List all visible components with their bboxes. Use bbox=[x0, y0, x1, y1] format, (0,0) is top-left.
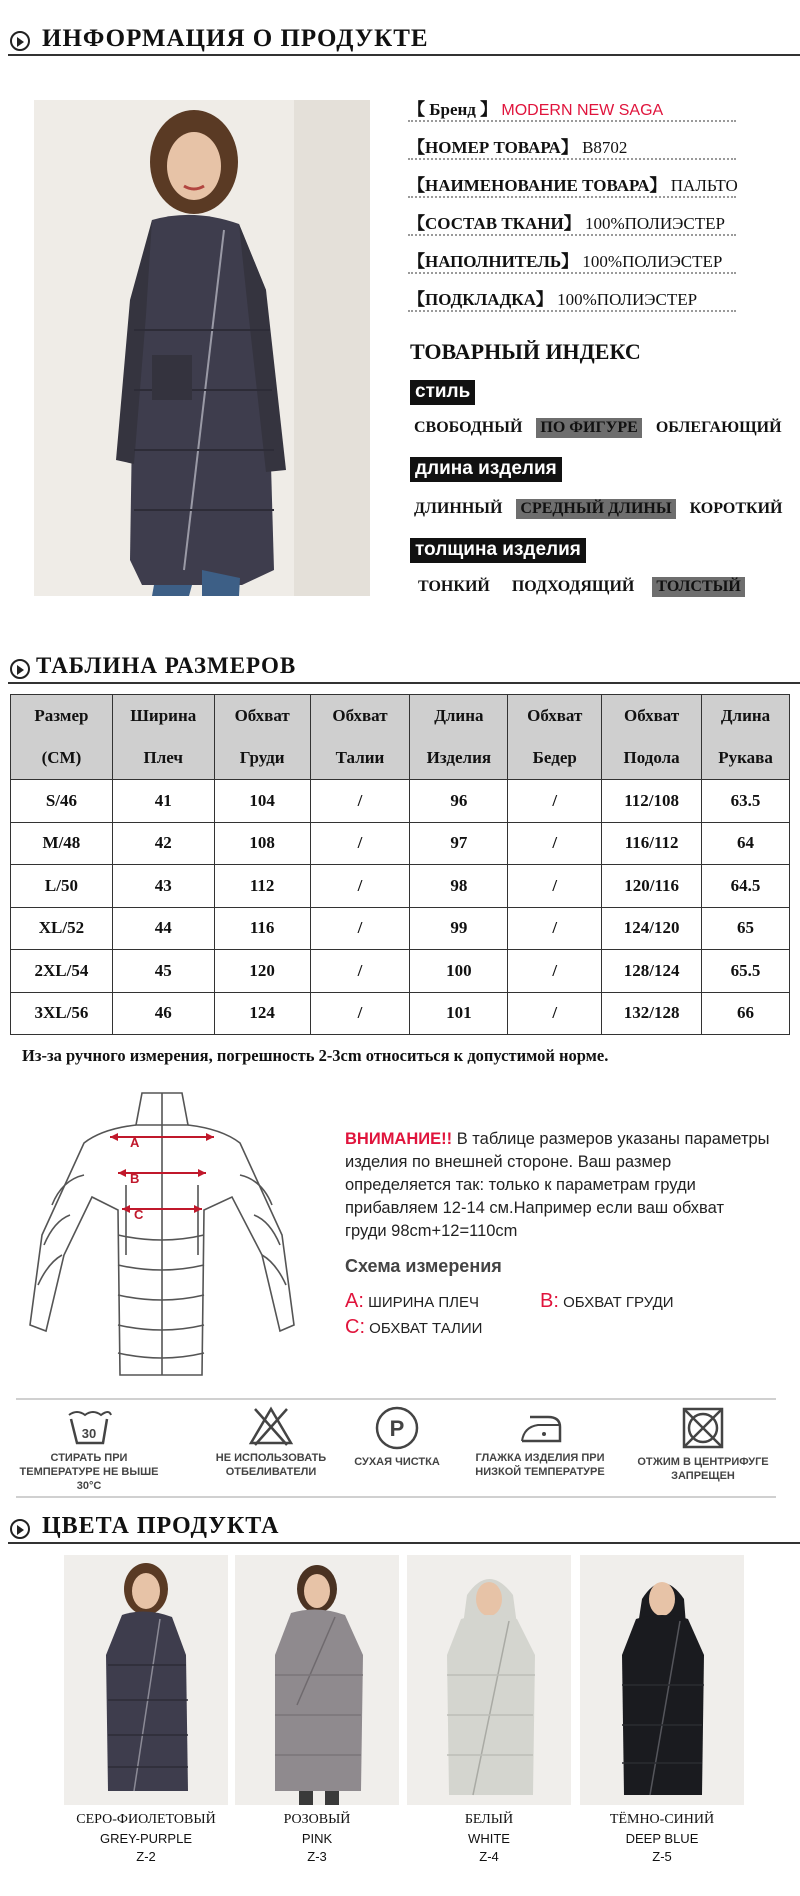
main-product-photo bbox=[34, 100, 370, 596]
table-cell: / bbox=[508, 780, 602, 823]
legend-item-a bbox=[345, 1290, 479, 1313]
style-option: СВОБОДНЫЙ bbox=[414, 419, 523, 436]
size-cell: M/48 bbox=[11, 822, 113, 865]
size-table-header bbox=[8, 650, 800, 684]
info-key: 【НОМЕР ТОВАРА】 bbox=[408, 138, 578, 157]
measurement-note: Из-за ручного измерения, погрешность 2-3cm относиться к допустимой норме. bbox=[22, 1046, 609, 1065]
color-code: Z-4 bbox=[479, 1849, 499, 1864]
table-cell: / bbox=[508, 907, 602, 950]
arrow-circle-icon bbox=[10, 31, 30, 51]
info-key: 【СОСТАВ ТКАНИ】 bbox=[408, 214, 581, 233]
info-row-lining bbox=[408, 282, 736, 312]
arrow-circle-icon bbox=[10, 1519, 30, 1539]
table-header-row bbox=[11, 695, 790, 780]
legend-key: B: bbox=[540, 1290, 559, 1312]
info-key: 【ПОДКЛАДКА】 bbox=[408, 290, 553, 309]
table-cell: 100 bbox=[410, 950, 508, 993]
length-option: КОРОТКИЙ bbox=[689, 500, 783, 517]
table-row bbox=[11, 865, 790, 908]
length-option-selected: СРЕДНЫЙ ДЛИНЫ bbox=[516, 499, 675, 519]
table-cell: 96 bbox=[410, 780, 508, 823]
table-cell: / bbox=[310, 950, 410, 993]
table-cell: 97 bbox=[410, 822, 508, 865]
no-tumble-dry-icon bbox=[680, 1405, 726, 1451]
thickness-option: ТОНКИЙ bbox=[418, 578, 490, 595]
color-name-ru: ТЁМНО-СИНИЙ bbox=[609, 1812, 715, 1827]
table-cell: 44 bbox=[112, 907, 214, 950]
column-header: Ширина Плеч bbox=[112, 695, 214, 780]
length-options bbox=[410, 499, 793, 519]
care-no-tumble bbox=[628, 1405, 778, 1483]
color-code: Z-3 bbox=[307, 1849, 327, 1864]
table-cell: 112 bbox=[214, 865, 310, 908]
wash-30-icon bbox=[65, 1405, 113, 1447]
size-cell: XL/52 bbox=[11, 907, 113, 950]
table-cell: / bbox=[310, 907, 410, 950]
info-row-brand bbox=[408, 92, 736, 122]
color-name-en: PINK bbox=[301, 1831, 333, 1846]
iron-low-icon bbox=[514, 1405, 566, 1447]
table-cell: 112/108 bbox=[602, 780, 702, 823]
size-cell: L/50 bbox=[11, 865, 113, 908]
info-value: 100%ПОЛИЭСТЕР bbox=[557, 290, 698, 309]
color-name-en: WHITE bbox=[468, 1831, 510, 1846]
table-cell: 124 bbox=[214, 992, 310, 1035]
info-row-filler bbox=[408, 244, 736, 274]
care-dry-clean bbox=[322, 1405, 472, 1469]
table-cell: 104 bbox=[214, 780, 310, 823]
legend-key: C: bbox=[345, 1316, 365, 1338]
care-wash bbox=[14, 1405, 164, 1493]
info-value: ПАЛЬТО bbox=[670, 176, 738, 195]
table-cell: 116/112 bbox=[602, 822, 702, 865]
product-info-header bbox=[8, 22, 800, 56]
info-row-item-name bbox=[408, 168, 736, 198]
scheme-title: Схема измерения bbox=[345, 1256, 502, 1276]
warning-label: ВНИМАНИЕ!! bbox=[345, 1130, 453, 1148]
color-name-ru: БЕЛЫЙ bbox=[464, 1812, 514, 1827]
table-cell: 43 bbox=[112, 865, 214, 908]
table-cell: 66 bbox=[702, 992, 790, 1035]
arrow-circle-icon bbox=[10, 659, 30, 679]
care-iron bbox=[465, 1405, 615, 1479]
section-title: ТАБЛИНА РАЗМЕРОВ bbox=[36, 653, 297, 678]
table-cell: 98 bbox=[410, 865, 508, 908]
length-tag: длина изделия bbox=[410, 457, 562, 482]
column-header: Длина Изделия bbox=[410, 695, 508, 780]
coat-shape bbox=[275, 1609, 363, 1791]
info-row-fabric bbox=[408, 206, 736, 236]
style-tag: стиль bbox=[410, 380, 475, 405]
thickness-options bbox=[414, 577, 751, 597]
legend-text: ОБХВАТ ГРУДИ bbox=[563, 1294, 674, 1311]
table-cell: 41 bbox=[112, 780, 214, 823]
table-cell: 45 bbox=[112, 950, 214, 993]
colors-header bbox=[8, 1510, 800, 1544]
info-value: 100%ПОЛИЭСТЕР bbox=[584, 214, 725, 233]
table-cell: / bbox=[310, 822, 410, 865]
table-cell: 116 bbox=[214, 907, 310, 950]
column-header: Длина Рукава bbox=[702, 695, 790, 780]
info-key: 【 Бренд 】 bbox=[408, 100, 498, 119]
color-photo bbox=[235, 1555, 399, 1805]
info-row-item-number bbox=[408, 130, 736, 160]
table-cell: 42 bbox=[112, 822, 214, 865]
coat-measure-diagram bbox=[22, 1085, 302, 1385]
color-name-en: DEEP BLUE bbox=[625, 1831, 699, 1846]
table-cell: 124/120 bbox=[602, 907, 702, 950]
care-label: НЕ ИСПОЛЬЗОВАТЬ ОТБЕЛИВАТЕЛИ bbox=[215, 1452, 327, 1478]
table-row bbox=[11, 822, 790, 865]
legend-item-c bbox=[345, 1316, 482, 1339]
length-option: ДЛИННЫЙ bbox=[414, 500, 503, 517]
style-option-selected: ПО ФИГУРЕ bbox=[536, 418, 641, 438]
legend-text: ОБХВАТ ТАЛИИ bbox=[369, 1320, 483, 1337]
table-cell: / bbox=[508, 865, 602, 908]
color-card-pink[interactable] bbox=[235, 1555, 399, 1864]
table-cell: / bbox=[310, 865, 410, 908]
color-photo bbox=[580, 1555, 744, 1805]
color-code: Z-5 bbox=[652, 1849, 672, 1864]
color-code: Z-2 bbox=[136, 1849, 156, 1864]
style-options bbox=[410, 418, 792, 438]
color-card-white[interactable] bbox=[407, 1555, 571, 1864]
svg-text:30: 30 bbox=[81, 1426, 97, 1441]
table-row bbox=[11, 780, 790, 823]
column-header: Обхват Подола bbox=[602, 695, 702, 780]
color-name-ru: СЕРО-ФИОЛЕТОВЫЙ bbox=[76, 1812, 216, 1827]
info-key: 【НАИМЕНОВАНИЕ ТОВАРА】 bbox=[408, 176, 667, 195]
dry-clean-icon bbox=[373, 1405, 421, 1451]
product-index-title: ТОВАРНЫЙ ИНДЕКС bbox=[410, 339, 641, 364]
info-value: B8702 bbox=[582, 138, 628, 157]
table-cell: 108 bbox=[214, 822, 310, 865]
size-cell: S/46 bbox=[11, 780, 113, 823]
color-card-grey-purple[interactable] bbox=[64, 1555, 228, 1864]
legend-text: ШИРИНА ПЛЕЧ bbox=[368, 1294, 480, 1311]
table-row bbox=[11, 992, 790, 1035]
legend-item-b bbox=[540, 1290, 674, 1313]
thickness-option-selected: ТОЛСТЫЙ bbox=[652, 577, 744, 597]
size-cell: 2XL/54 bbox=[11, 950, 113, 993]
svg-text:P: P bbox=[389, 1416, 405, 1441]
diagram-label-a: A bbox=[130, 1135, 140, 1150]
table-cell: 132/128 bbox=[602, 992, 702, 1035]
color-name-en: GREY-PURPLE bbox=[100, 1831, 192, 1846]
coat-shape bbox=[622, 1615, 704, 1795]
no-bleach-icon bbox=[247, 1405, 295, 1447]
diagram-label-c: C bbox=[134, 1207, 144, 1222]
care-label: СУХАЯ ЧИСТКА bbox=[354, 1456, 440, 1468]
section-title: ИНФОРМАЦИЯ О ПРОДУКТЕ bbox=[42, 25, 429, 52]
table-row bbox=[11, 907, 790, 950]
column-header: Обхват Груди bbox=[214, 695, 310, 780]
color-photo bbox=[64, 1555, 228, 1805]
care-label: СТИРАТЬ ПРИ ТЕМПЕРАТУРЕ НЕ ВЫШЕ 30°C bbox=[19, 1452, 159, 1492]
warning-text: В таблице размеров указаны параметры изделия по внешней стороне. Ваш размер определяется так: только к параметрам груди прибавляем 12-14 см.Например если ваш обхват груди 98cm+12=110cm bbox=[345, 1130, 770, 1240]
info-key: 【НАПОЛНИТЕЛЬ】 bbox=[408, 252, 579, 271]
column-header: Обхват Бедер bbox=[508, 695, 602, 780]
column-header: Обхват Талии bbox=[310, 695, 410, 780]
table-cell: / bbox=[508, 950, 602, 993]
size-cell: 3XL/56 bbox=[11, 992, 113, 1035]
care-label: ОТЖИМ В ЦЕНТРИФУГЕ ЗАПРЕЩЕН bbox=[637, 1456, 769, 1482]
table-cell: / bbox=[310, 780, 410, 823]
table-cell: / bbox=[310, 992, 410, 1035]
table-cell: 65 bbox=[702, 907, 790, 950]
thickness-option: ПОДХОДЯЩИЙ bbox=[511, 578, 635, 595]
thickness-tag: толщина изделия bbox=[410, 538, 586, 563]
info-value: 100%ПОЛИЭСТЕР bbox=[582, 252, 723, 271]
legend-key: A: bbox=[345, 1290, 364, 1312]
color-photo bbox=[407, 1555, 571, 1805]
section-title: ЦВЕТА ПРОДУКТА bbox=[42, 1513, 280, 1539]
table-cell: 128/124 bbox=[602, 950, 702, 993]
table-cell: 46 bbox=[112, 992, 214, 1035]
color-card-deep-blue[interactable] bbox=[580, 1555, 744, 1864]
table-cell: / bbox=[508, 992, 602, 1035]
table-row bbox=[11, 950, 790, 993]
size-table bbox=[10, 694, 790, 1035]
table-cell: 120/116 bbox=[602, 865, 702, 908]
color-name-ru: РОЗОВЫЙ bbox=[283, 1812, 351, 1827]
table-cell: 101 bbox=[410, 992, 508, 1035]
diagram-label-b: B bbox=[130, 1171, 140, 1186]
size-warning bbox=[345, 1128, 770, 1243]
table-cell: 65.5 bbox=[702, 950, 790, 993]
table-cell: 99 bbox=[410, 907, 508, 950]
care-divider-top bbox=[16, 1398, 776, 1400]
brand-name: MODERN NEW SAGA bbox=[501, 102, 664, 119]
care-divider-bottom bbox=[16, 1496, 776, 1498]
care-label: ГЛАЖКА ИЗДЕЛИЯ ПРИ НИЗКОЙ ТЕМПЕРАТУРЕ bbox=[475, 1452, 605, 1478]
table-cell: 63.5 bbox=[702, 780, 790, 823]
table-cell: 64 bbox=[702, 822, 790, 865]
style-option: ОБЛЕГАЮЩИЙ bbox=[655, 419, 782, 436]
column-header: Размер (CM) bbox=[11, 695, 113, 780]
table-cell: 120 bbox=[214, 950, 310, 993]
table-cell: / bbox=[508, 822, 602, 865]
table-cell: 64.5 bbox=[702, 865, 790, 908]
